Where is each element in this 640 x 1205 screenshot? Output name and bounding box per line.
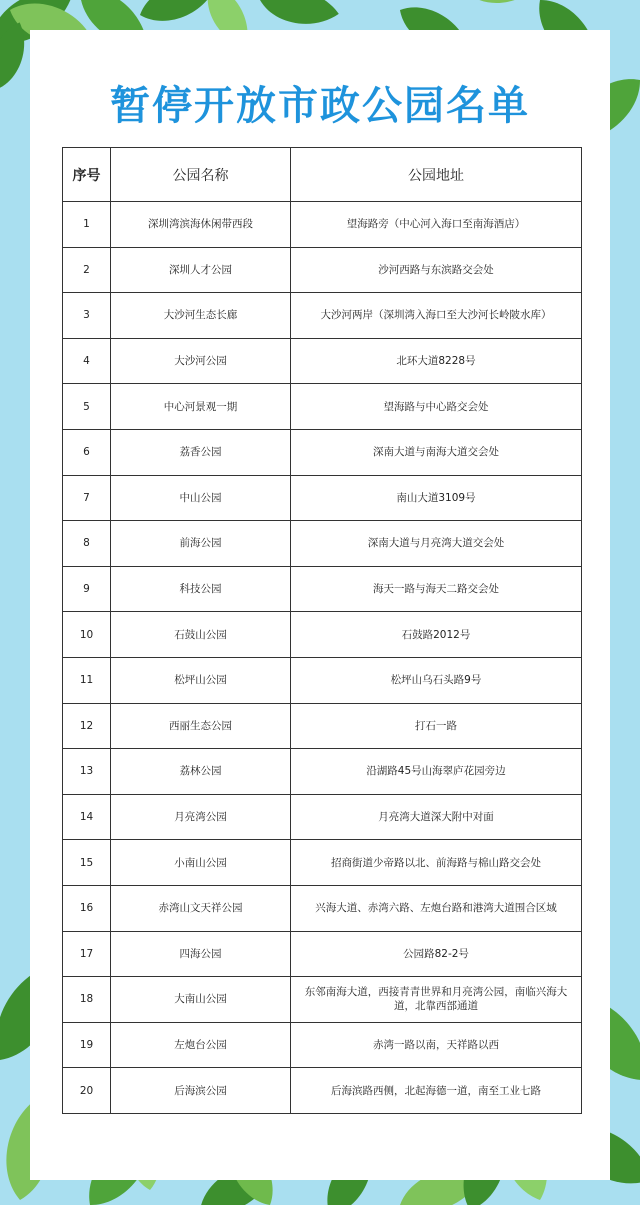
cell-name: 中心河景观一期 bbox=[111, 384, 291, 430]
table-row bbox=[63, 293, 582, 339]
cell-name: 大南山公园 bbox=[111, 977, 291, 1023]
cell-address: 深南大道与南海大道交会处 bbox=[291, 429, 582, 475]
cell-no: 15 bbox=[63, 840, 111, 886]
cell-name: 左炮台公园 bbox=[111, 1022, 291, 1068]
cell-no: 4 bbox=[63, 338, 111, 384]
table-row bbox=[63, 202, 582, 248]
cell-no: 1 bbox=[63, 202, 111, 248]
cell-no: 2 bbox=[63, 247, 111, 293]
table-row bbox=[63, 840, 582, 886]
cell-name: 后海滨公园 bbox=[111, 1068, 291, 1114]
table-row bbox=[63, 247, 582, 293]
cell-address: 松坪山乌石头路9号 bbox=[291, 657, 582, 703]
table-row bbox=[63, 566, 582, 612]
table-header-row bbox=[63, 148, 582, 202]
cell-name: 四海公园 bbox=[111, 931, 291, 977]
cell-no: 6 bbox=[63, 429, 111, 475]
cell-name: 荔林公园 bbox=[111, 749, 291, 795]
table-body bbox=[63, 202, 582, 1114]
cell-address: 月亮湾大道深大附中对面 bbox=[291, 794, 582, 840]
cell-name: 西丽生态公园 bbox=[111, 703, 291, 749]
table-row bbox=[63, 657, 582, 703]
cell-no: 11 bbox=[63, 657, 111, 703]
cell-no: 3 bbox=[63, 293, 111, 339]
park-table bbox=[62, 147, 582, 1114]
cell-name: 松坪山公园 bbox=[111, 657, 291, 703]
table-row bbox=[63, 885, 582, 931]
table-row bbox=[63, 794, 582, 840]
cell-no: 7 bbox=[63, 475, 111, 521]
cell-address: 望海路与中心路交会处 bbox=[291, 384, 582, 430]
table-row bbox=[63, 931, 582, 977]
table-row bbox=[63, 429, 582, 475]
cell-no: 8 bbox=[63, 521, 111, 567]
cell-name: 大沙河生态长廊 bbox=[111, 293, 291, 339]
cell-address: 后海滨路西侧，北起海德一道，南至工业七路 bbox=[291, 1068, 582, 1114]
header-address: 公园地址 bbox=[291, 148, 582, 202]
table-row bbox=[63, 384, 582, 430]
cell-address: 赤湾一路以南，天祥路以西 bbox=[291, 1022, 582, 1068]
table-row bbox=[63, 338, 582, 384]
cell-address: 海天一路与海天二路交会处 bbox=[291, 566, 582, 612]
cell-no: 20 bbox=[63, 1068, 111, 1114]
cell-name: 科技公园 bbox=[111, 566, 291, 612]
table-row bbox=[63, 977, 582, 1023]
cell-address: 南山大道3109号 bbox=[291, 475, 582, 521]
table-row bbox=[63, 475, 582, 521]
header-name: 公园名称 bbox=[111, 148, 291, 202]
cell-name: 深圳人才公园 bbox=[111, 247, 291, 293]
cell-no: 10 bbox=[63, 612, 111, 658]
cell-address: 深南大道与月亮湾大道交会处 bbox=[291, 521, 582, 567]
cell-address: 沙河西路与东滨路交会处 bbox=[291, 247, 582, 293]
table-row bbox=[63, 1022, 582, 1068]
cell-name: 大沙河公园 bbox=[111, 338, 291, 384]
cell-name: 深圳湾滨海休闲带西段 bbox=[111, 202, 291, 248]
cell-name: 小南山公园 bbox=[111, 840, 291, 886]
cell-name: 中山公园 bbox=[111, 475, 291, 521]
cell-address: 招商街道少帝路以北、前海路与棉山路交会处 bbox=[291, 840, 582, 886]
cell-address: 公园路82-2号 bbox=[291, 931, 582, 977]
cell-address: 石鼓路2012号 bbox=[291, 612, 582, 658]
cell-address: 东邻南海大道，西接青青世界和月亮湾公园，南临兴海大道，北靠西部通道 bbox=[291, 977, 582, 1023]
cell-no: 13 bbox=[63, 749, 111, 795]
cell-name: 前海公园 bbox=[111, 521, 291, 567]
cell-no: 16 bbox=[63, 885, 111, 931]
cell-address: 北环大道8228号 bbox=[291, 338, 582, 384]
table-row bbox=[63, 749, 582, 795]
table-row bbox=[63, 1068, 582, 1114]
cell-name: 月亮湾公园 bbox=[111, 794, 291, 840]
header-no: 序号 bbox=[63, 148, 111, 202]
cell-no: 18 bbox=[63, 977, 111, 1023]
cell-address: 沿湖路45号山海翠庐花园旁边 bbox=[291, 749, 582, 795]
cell-no: 19 bbox=[63, 1022, 111, 1068]
cell-no: 12 bbox=[63, 703, 111, 749]
notice-card bbox=[30, 30, 610, 1180]
cell-name: 石鼓山公园 bbox=[111, 612, 291, 658]
cell-name: 赤湾山文天祥公园 bbox=[111, 885, 291, 931]
cell-no: 5 bbox=[63, 384, 111, 430]
cell-no: 9 bbox=[63, 566, 111, 612]
cell-address: 兴海大道、赤湾六路、左炮台路和港湾大道围合区域 bbox=[291, 885, 582, 931]
page-title: 暂停开放市政公园名单 bbox=[110, 83, 530, 129]
cell-address: 打石一路 bbox=[291, 703, 582, 749]
cell-address: 望海路旁（中心河入海口至南海酒店） bbox=[291, 202, 582, 248]
cell-name: 荔香公园 bbox=[111, 429, 291, 475]
cell-address: 大沙河两岸（深圳湾入海口至大沙河长岭陂水库） bbox=[291, 293, 582, 339]
cell-no: 14 bbox=[63, 794, 111, 840]
table-row bbox=[63, 612, 582, 658]
table-row bbox=[63, 703, 582, 749]
table-row bbox=[63, 521, 582, 567]
cell-no: 17 bbox=[63, 931, 111, 977]
